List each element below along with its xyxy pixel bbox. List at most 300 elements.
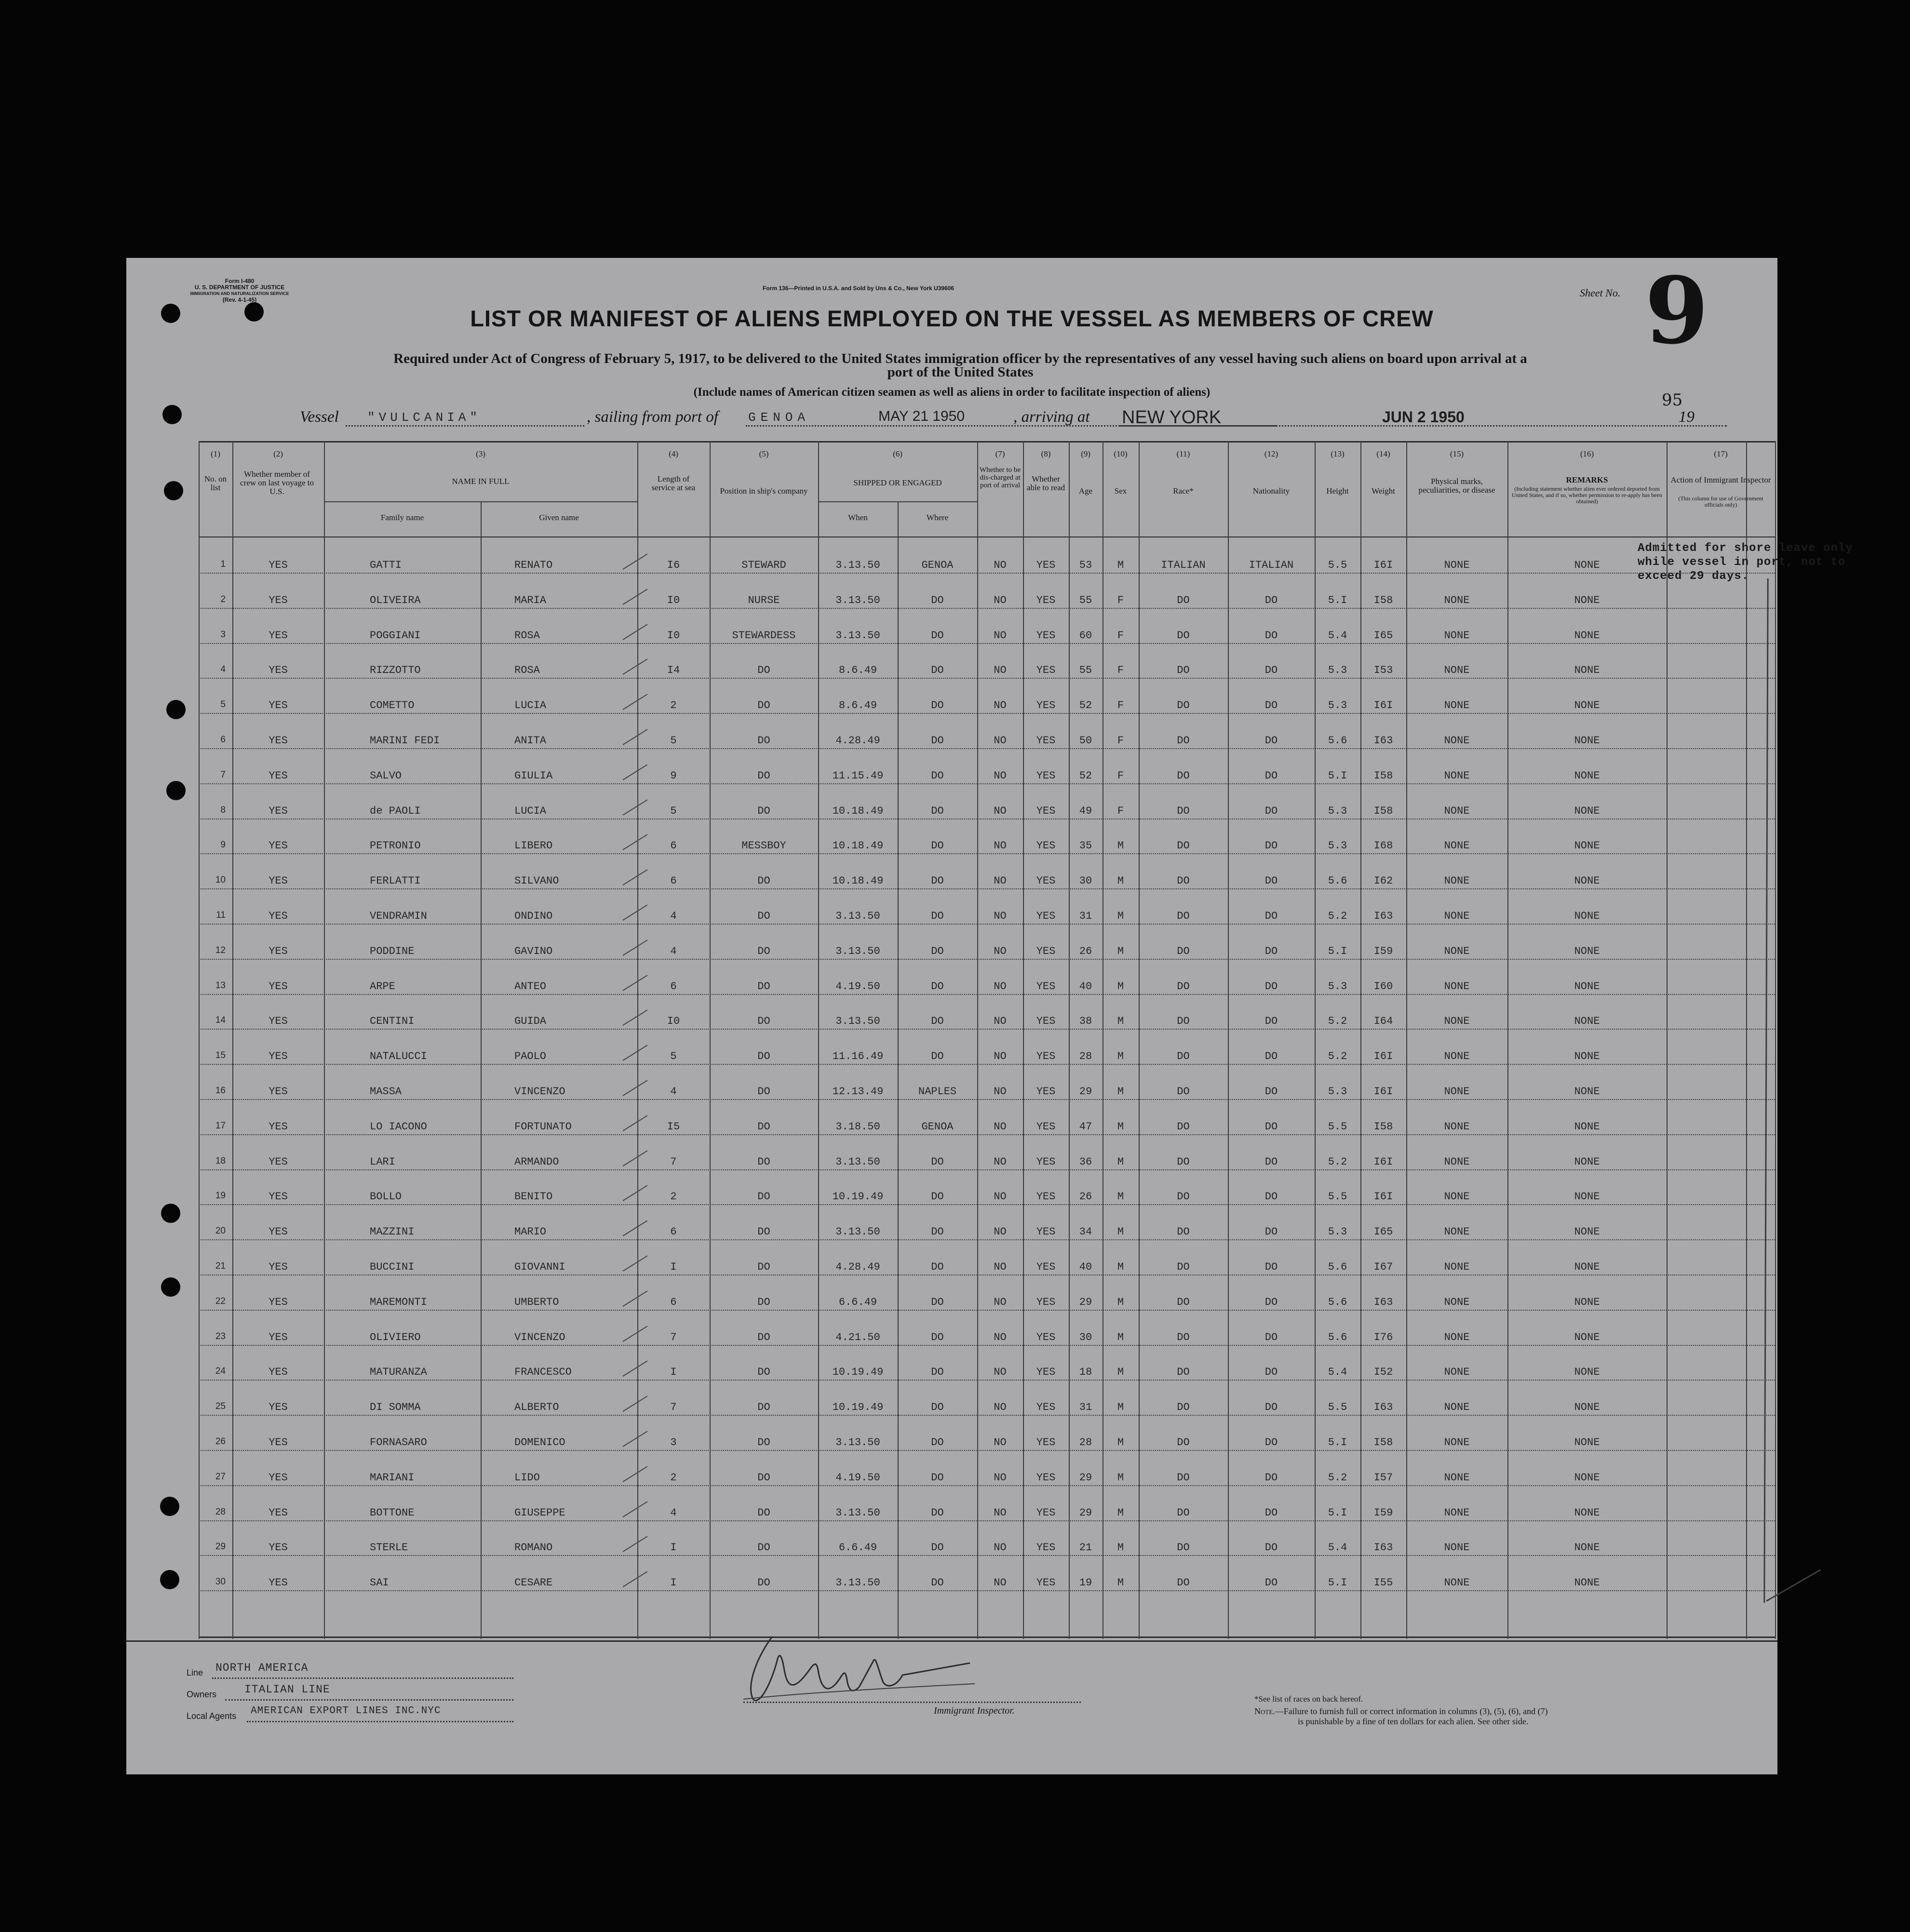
cell-position: DO — [757, 1155, 770, 1168]
column-line — [1069, 441, 1070, 1639]
row-rule — [199, 748, 1775, 749]
cell-family: CENTINI — [370, 1015, 415, 1028]
cell-given: ANTEO — [514, 980, 547, 993]
cell-when: 6.6.49 — [838, 1296, 877, 1308]
cell-crew: YES — [269, 699, 288, 712]
cell-crew: YES — [269, 1015, 288, 1028]
row-rule — [199, 1590, 1775, 1591]
line-value: NORTH AMERICA — [215, 1662, 309, 1674]
col-num-9: (9) — [1081, 449, 1090, 458]
cell-position: DO — [757, 910, 770, 922]
cell-age: 36 — [1079, 1155, 1092, 1168]
cell-height: 5.3 — [1328, 840, 1347, 852]
cell-where: DO — [931, 1331, 944, 1343]
cell-position: STEWARD — [741, 559, 786, 571]
cell-where: DO — [931, 1401, 944, 1414]
cell-crew: YES — [269, 1261, 288, 1273]
cell-sex: M — [1117, 910, 1124, 922]
cell-age: 40 — [1079, 980, 1092, 993]
annotation-line-3: exceed 29 days. — [1638, 570, 1749, 583]
col-when-header: When — [848, 513, 868, 522]
cell-position: DO — [757, 1226, 770, 1238]
cell-where: DO — [931, 945, 944, 957]
cell-where: DO — [931, 1191, 944, 1203]
cell-sex: M — [1117, 875, 1124, 887]
cell-age: 19 — [1079, 1577, 1092, 1589]
cell-given: FRANCESCO — [514, 1366, 572, 1379]
cell-family: MAZZINI — [370, 1226, 415, 1238]
col-family-header: Family name — [380, 513, 424, 522]
cell-remarks: NONE — [1574, 1086, 1600, 1098]
cell-given: ALBERTO — [514, 1401, 559, 1414]
cell-when: 11.15.49 — [832, 769, 884, 782]
col-num-8: (8) — [1041, 449, 1051, 458]
cell-when: 4.21.50 — [835, 1331, 880, 1343]
cell-race: DO — [1177, 1155, 1190, 1168]
cell-length: 6 — [670, 1226, 677, 1238]
cell-when: 6.6.49 — [838, 1542, 877, 1554]
cell-crew: YES — [269, 1401, 288, 1414]
column-line — [1746, 441, 1747, 1639]
cell-length: 5 — [670, 1050, 677, 1063]
column-line — [1023, 441, 1024, 1639]
cell-age: 28 — [1079, 1050, 1092, 1063]
cell-height: 5.6 — [1328, 1296, 1347, 1308]
cell-height: 5.6 — [1328, 875, 1347, 887]
cell-sex: F — [1117, 805, 1124, 817]
cell-nat: DO — [1264, 1296, 1278, 1308]
cell-where: DO — [931, 1577, 944, 1589]
cell-nat: DO — [1264, 805, 1278, 817]
year-label: 19 — [1679, 408, 1695, 426]
cell-crew: YES — [269, 1577, 288, 1589]
cell-race: DO — [1177, 1542, 1190, 1554]
cell-sex: M — [1117, 1155, 1124, 1168]
cell-where: DO — [931, 1366, 944, 1379]
cell-family: COMETTO — [370, 699, 415, 712]
cell-given: LIBERO — [514, 840, 553, 852]
cell-height: 5.I — [1328, 769, 1347, 782]
include-note: (Include names of American citizen seamen as well as aliens in order to facilitate inspection of aliens) — [693, 386, 1211, 399]
cell-family: BOTTONE — [370, 1506, 415, 1519]
cell-sex: M — [1117, 1296, 1124, 1308]
cell-family: GATTI — [370, 559, 402, 571]
cell-race: DO — [1177, 875, 1190, 887]
cell-no: 26 — [215, 1436, 226, 1447]
cell-nat: DO — [1264, 769, 1278, 782]
cell-sex: M — [1117, 1226, 1124, 1238]
form-number: Form I-480 — [225, 278, 255, 284]
cell-when: 4.19.50 — [835, 1471, 880, 1484]
cell-nat: DO — [1264, 629, 1278, 642]
col-position-header: Position in ship's company — [720, 486, 808, 496]
cell-disch: NO — [994, 699, 1007, 712]
cell-no: 18 — [215, 1155, 226, 1166]
cell-race: DO — [1177, 769, 1190, 782]
row-rule — [199, 713, 1775, 714]
row-rule — [199, 818, 1775, 819]
cell-no: 28 — [215, 1506, 226, 1517]
cell-position: DO — [757, 875, 770, 887]
inspector-bracket-tick — [1766, 1569, 1821, 1602]
printer-line: Form 136—Printed in U.S.A. and Sold by Uns & Co., New York U39606 — [763, 285, 954, 292]
cell-weight: I58 — [1373, 769, 1393, 782]
cell-race: ITALIAN — [1161, 559, 1206, 571]
cell-family: PODDINE — [370, 945, 415, 957]
col-num-16: (16) — [1580, 449, 1594, 458]
vessel-dots — [346, 425, 584, 427]
cell-crew: YES — [269, 1436, 288, 1449]
cell-no: 12 — [215, 945, 226, 955]
row-rule — [199, 994, 1775, 995]
cell-remarks: NONE — [1574, 1155, 1600, 1168]
cell-phys: NONE — [1444, 735, 1470, 747]
cell-race: DO — [1177, 1050, 1190, 1063]
cell-given: BENITO — [514, 1191, 553, 1203]
cell-read: YES — [1036, 1401, 1056, 1414]
cell-read: YES — [1036, 1296, 1056, 1308]
cell-phys: NONE — [1444, 1050, 1470, 1063]
cell-where: DO — [931, 1261, 944, 1273]
cell-no: 23 — [215, 1331, 226, 1342]
table-top-border — [199, 441, 1775, 443]
column-line — [1667, 441, 1668, 1639]
cell-position: DO — [757, 1471, 770, 1484]
row-rule — [199, 1169, 1775, 1170]
cell-weight: I6I — [1373, 559, 1393, 571]
cell-weight: I6I — [1373, 1155, 1393, 1168]
cell-remarks: NONE — [1574, 840, 1600, 852]
row-rule — [199, 1029, 1775, 1030]
row-rule — [199, 853, 1775, 854]
cell-family: SAI — [370, 1577, 389, 1589]
cell-sex: F — [1117, 769, 1124, 782]
cell-family: BUCCINI — [370, 1261, 415, 1273]
cell-when: 12.13.49 — [832, 1086, 884, 1098]
row-rule — [199, 1239, 1775, 1240]
cell-crew: YES — [269, 1296, 288, 1308]
cell-height: 5.4 — [1328, 1366, 1347, 1379]
cell-age: 38 — [1079, 1015, 1092, 1028]
column-line — [1360, 441, 1361, 1639]
cell-disch: NO — [994, 1015, 1007, 1028]
cell-nat: DO — [1264, 1086, 1278, 1098]
col-num-10: (10) — [1114, 449, 1128, 458]
crew-table — [199, 441, 1853, 1637]
cell-crew: YES — [269, 1331, 288, 1343]
cell-position: DO — [757, 1261, 770, 1273]
cell-read: YES — [1036, 1471, 1056, 1484]
cell-no: 9 — [220, 840, 226, 850]
cell-given: RENATO — [514, 559, 553, 571]
col-sex-header: Sex — [1114, 486, 1127, 496]
cell-age: 47 — [1079, 1120, 1092, 1133]
cell-weight: I59 — [1373, 1506, 1393, 1519]
cell-remarks: NONE — [1574, 769, 1600, 782]
cell-age: 29 — [1079, 1506, 1092, 1519]
cell-read: YES — [1036, 1261, 1056, 1273]
cell-age: 28 — [1079, 1436, 1092, 1449]
cell-when: 3.13.50 — [835, 1436, 880, 1449]
cell-position: DO — [757, 1191, 770, 1203]
cell-remarks: NONE — [1574, 910, 1600, 922]
cell-crew: YES — [269, 1191, 288, 1203]
cell-read: YES — [1036, 1331, 1056, 1343]
cell-position: DO — [757, 1296, 770, 1308]
cell-disch: NO — [994, 875, 1007, 887]
cell-remarks: NONE — [1574, 945, 1600, 957]
cell-read: YES — [1036, 1542, 1056, 1554]
cell-height: 5.6 — [1328, 1261, 1347, 1273]
cell-sex: F — [1117, 629, 1124, 642]
column-line — [637, 441, 638, 1639]
col-num-14: (14) — [1376, 449, 1390, 458]
cell-nat: DO — [1264, 1050, 1278, 1063]
cell-phys: NONE — [1444, 1155, 1470, 1168]
cell-disch: NO — [994, 945, 1007, 957]
cell-race: DO — [1177, 699, 1190, 712]
cell-phys: NONE — [1444, 945, 1470, 957]
cell-family: MAREMONTI — [370, 1296, 427, 1308]
cell-crew: YES — [269, 559, 288, 571]
cell-nat: DO — [1264, 1331, 1278, 1343]
cell-disch: NO — [994, 805, 1007, 817]
cell-read: YES — [1036, 1155, 1056, 1168]
cell-height: 5.4 — [1328, 1542, 1347, 1554]
column-line — [1315, 441, 1316, 1639]
note-label: Note. — [1254, 1706, 1275, 1716]
cell-weight: I58 — [1373, 805, 1393, 817]
cell-when: 3.13.50 — [835, 559, 880, 571]
cell-given: VINCENZO — [514, 1331, 565, 1343]
cell-where: DO — [931, 875, 944, 887]
punch-hole — [161, 1277, 180, 1297]
cell-phys: NONE — [1444, 559, 1470, 571]
cell-no: 17 — [215, 1120, 226, 1131]
cell-where: GENOA — [921, 559, 954, 571]
cell-crew: YES — [269, 1366, 288, 1379]
col-num-12: (12) — [1264, 449, 1278, 458]
col-num-6: (6) — [893, 449, 902, 458]
cell-nat: DO — [1264, 1471, 1278, 1484]
col-num-13: (13) — [1331, 449, 1345, 458]
cell-race: DO — [1177, 1226, 1190, 1238]
cell-phys: NONE — [1444, 1401, 1470, 1414]
cell-length: 5 — [670, 735, 677, 747]
cell-where: DO — [931, 664, 944, 677]
cell-length: 2 — [670, 699, 677, 712]
cell-sex: M — [1117, 1506, 1124, 1519]
cell-when: 10.19.49 — [832, 1191, 884, 1203]
cell-nat: DO — [1264, 1436, 1278, 1449]
requirement-text — [237, 352, 1683, 379]
col-physical-header: Physical marks, peculiarities, or disease — [1418, 477, 1495, 495]
row-rule — [199, 1415, 1775, 1416]
cell-age: 31 — [1079, 1401, 1092, 1414]
cell-family: FERLATTI — [370, 875, 421, 887]
cell-where: DO — [931, 910, 944, 922]
cell-height: 5.2 — [1328, 910, 1347, 922]
cell-race: DO — [1177, 1261, 1190, 1273]
cell-race: DO — [1177, 1506, 1190, 1519]
cell-weight: I68 — [1373, 840, 1393, 852]
cell-position: DO — [757, 1542, 770, 1554]
cell-where: DO — [931, 594, 944, 606]
column-line — [1406, 441, 1407, 1639]
cell-phys: NONE — [1444, 1506, 1470, 1519]
column-line — [1228, 441, 1229, 1639]
cell-when: 10.18.49 — [832, 840, 884, 852]
cell-phys: NONE — [1444, 805, 1470, 817]
cell-no: 19 — [215, 1191, 226, 1201]
cell-read: YES — [1036, 840, 1056, 852]
cell-sex: M — [1117, 840, 1124, 852]
row-rule — [199, 924, 1775, 925]
cell-crew: YES — [269, 980, 288, 993]
cell-length: 2 — [670, 1191, 677, 1203]
row-rule — [199, 783, 1775, 784]
cell-weight: I6I — [1373, 1050, 1393, 1063]
agents-value: AMERICAN EXPORT LINES INC.NYC — [251, 1705, 441, 1717]
cell-weight: I55 — [1373, 1577, 1393, 1589]
cell-when: 10.19.49 — [832, 1401, 884, 1414]
cell-weight: I58 — [1373, 1120, 1393, 1133]
cell-phys: NONE — [1444, 980, 1470, 993]
cell-length: I0 — [667, 594, 680, 606]
column-line — [324, 441, 325, 1639]
cell-race: DO — [1177, 594, 1190, 606]
cell-length: 5 — [670, 805, 677, 817]
row-rule — [199, 959, 1775, 960]
cell-sex: M — [1117, 1015, 1124, 1028]
cell-crew: YES — [269, 910, 288, 922]
cell-disch: NO — [994, 1542, 1007, 1554]
cell-remarks: NONE — [1574, 664, 1600, 677]
service: IMMIGRATION AND NATURALIZATION SERVICE — [190, 291, 289, 296]
arriving-port-stamp: NEW YORK — [1122, 407, 1222, 428]
cell-where: DO — [931, 735, 944, 747]
note-text-2: is punishable by a fine of ten dollars for each alien. See other side. — [1298, 1717, 1529, 1726]
cell-no: 5 — [220, 699, 226, 710]
cell-disch: NO — [994, 1331, 1007, 1343]
cell-length: I — [670, 1261, 677, 1273]
cell-family: LO IACONO — [370, 1120, 427, 1133]
cell-position: DO — [757, 1401, 770, 1414]
cell-remarks: NONE — [1574, 1050, 1600, 1063]
col-num-7: (7) — [995, 449, 1005, 458]
cell-age: 30 — [1079, 875, 1092, 887]
cell-disch: NO — [994, 840, 1007, 852]
cell-race: DO — [1177, 840, 1190, 852]
cell-read: YES — [1036, 1436, 1056, 1449]
col-num-5: (5) — [759, 449, 769, 458]
cell-height: 5.3 — [1328, 664, 1347, 677]
vessel-label: Vessel — [300, 408, 339, 426]
cell-race: DO — [1177, 945, 1190, 957]
cell-disch: NO — [994, 629, 1007, 642]
cell-read: YES — [1036, 1577, 1056, 1589]
cell-where: DO — [931, 1050, 944, 1063]
cell-family: OLIVEIRA — [370, 594, 421, 606]
row-rule — [199, 1064, 1775, 1065]
cell-nat: DO — [1264, 1191, 1278, 1203]
inspector-label: Immigrant Inspector. — [934, 1705, 1015, 1716]
cell-disch: NO — [994, 559, 1007, 571]
cell-race: DO — [1177, 1191, 1190, 1203]
cell-weight: I63 — [1373, 735, 1393, 747]
cell-sex: M — [1117, 1120, 1124, 1133]
cell-when: 4.28.49 — [835, 1261, 880, 1273]
cell-age: 40 — [1079, 1261, 1092, 1273]
row-rule — [199, 1345, 1775, 1346]
cell-height: 5.4 — [1328, 629, 1347, 642]
cell-given: ONDINO — [514, 910, 553, 922]
cell-weight: I53 — [1373, 664, 1393, 677]
cell-sex: M — [1117, 945, 1124, 957]
cell-length: I5 — [667, 1120, 680, 1133]
cell-race: DO — [1177, 1401, 1190, 1414]
cell-disch: NO — [994, 769, 1007, 782]
punch-hole — [162, 405, 182, 424]
cell-age: 29 — [1079, 1296, 1092, 1308]
col-num-17: (17) — [1714, 449, 1728, 458]
cell-nat: DO — [1264, 1261, 1278, 1273]
cell-position: DO — [757, 1331, 770, 1343]
cell-crew: YES — [269, 1086, 288, 1098]
cell-no: 14 — [215, 1015, 226, 1026]
cell-race: DO — [1177, 1577, 1190, 1589]
line-label: Line — [187, 1668, 203, 1677]
cell-disch: NO — [994, 1401, 1007, 1414]
cell-position: DO — [757, 980, 770, 993]
cell-age: 35 — [1079, 840, 1092, 852]
cell-no: 11 — [216, 910, 226, 920]
punch-hole — [160, 1570, 179, 1589]
cell-nat: DO — [1264, 699, 1278, 712]
cell-phys: NONE — [1444, 1086, 1470, 1098]
annotation-line-1: Admitted for shore leave only — [1638, 542, 1853, 555]
cell-height: 5.5 — [1328, 1401, 1347, 1414]
cell-no: 30 — [215, 1577, 226, 1587]
cell-where: GENOA — [921, 1120, 954, 1133]
cell-nat: DO — [1264, 945, 1278, 957]
cell-read: YES — [1036, 664, 1056, 677]
cell-when: 10.19.49 — [832, 1366, 884, 1379]
cell-age: 30 — [1079, 1331, 1092, 1343]
column-line — [977, 441, 978, 1639]
cell-phys: NONE — [1444, 664, 1470, 677]
cell-given: LUCIA — [514, 699, 547, 712]
cell-where: DO — [931, 840, 944, 852]
cell-when: 8.6.49 — [838, 664, 877, 677]
cell-phys: NONE — [1444, 1436, 1470, 1449]
cell-family: MATURANZA — [370, 1366, 427, 1379]
cell-position: DO — [757, 1050, 770, 1063]
cell-read: YES — [1036, 910, 1056, 922]
cell-where: DO — [931, 1226, 944, 1238]
col-given-header: Given name — [539, 513, 579, 522]
cell-length: 2 — [670, 1471, 677, 1484]
manifest-title: LIST OR MANIFEST OF ALIENS EMPLOYED ON THE VESSEL AS MEMBERS OF CREW — [470, 306, 1434, 331]
cell-remarks: NONE — [1574, 1577, 1600, 1589]
cell-remarks: NONE — [1574, 1296, 1600, 1308]
cell-disch: NO — [994, 1120, 1007, 1133]
row-rule — [199, 1485, 1775, 1486]
col-age-header: Age — [1078, 486, 1093, 496]
cell-remarks: NONE — [1574, 1542, 1600, 1554]
cell-sex: M — [1117, 559, 1124, 571]
cell-race: DO — [1177, 664, 1190, 677]
